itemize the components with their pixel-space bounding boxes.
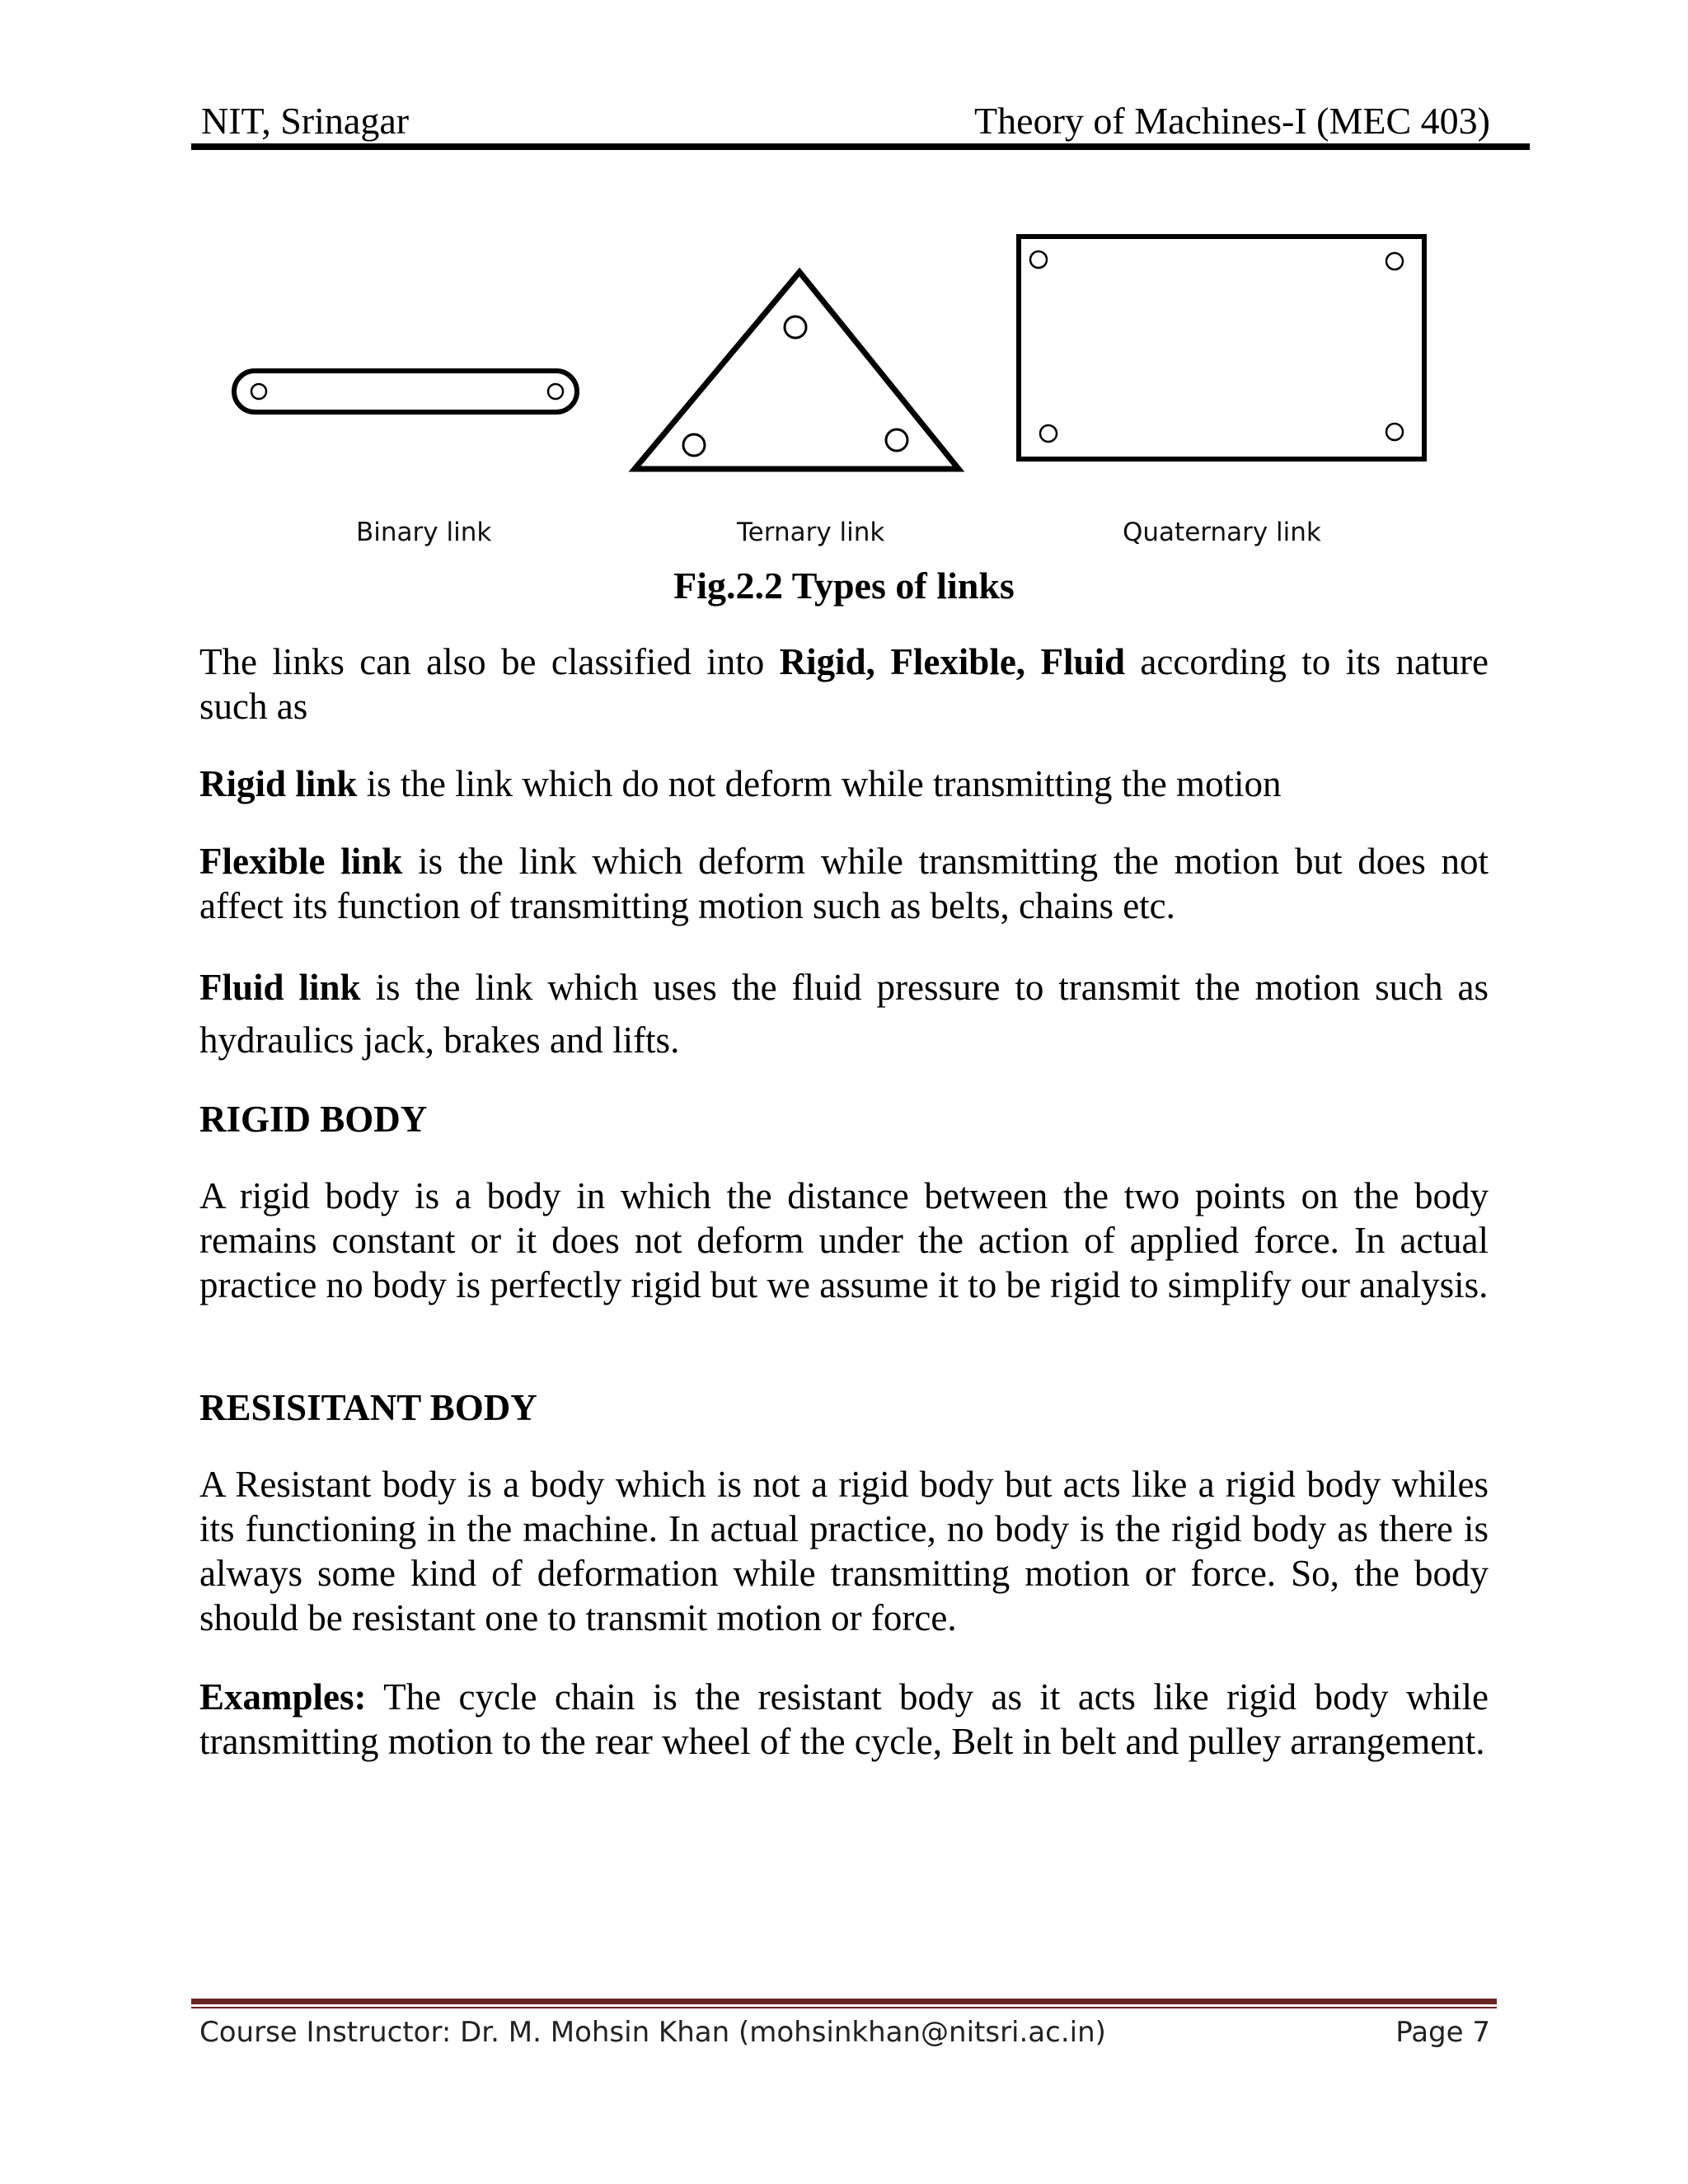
bold-term: Rigid link	[199, 763, 358, 804]
footer-instructor: Course Instructor: Dr. M. Mohsin Khan (mohsinkhan@nitsri.ac.in)	[199, 2016, 1106, 2049]
text-span: is the link which deform while transmitting the motion but does not affect its function of transmitting motion such as belts, chains etc.	[199, 841, 1489, 926]
footer-rule-thick	[191, 1999, 1497, 2004]
heading-resistant-body: RESISITANT BODY	[199, 1387, 537, 1428]
paragraph-examples	[199, 1675, 1489, 1764]
paragraph-fluid-link	[199, 961, 1489, 1066]
header-course-title: Theory of Machines-I (MEC 403)	[974, 100, 1490, 142]
footer-rule-thin	[191, 2007, 1497, 2008]
paragraph-link-classification	[199, 640, 1489, 729]
ternary-link-drawing	[635, 272, 959, 469]
binary-link-label: Binary link	[356, 518, 492, 547]
text-span: according to its nature such as	[199, 641, 1489, 727]
text-span: is the link which uses the fluid pressure to transmit the motion such as hydraulics jack, brakes and lifts.	[199, 967, 1489, 1061]
text-span: The cycle chain is the resistant body as it acts like rigid body while transmitting motion to the rear wheel of the cycle, Belt in belt and pulley arrangement.	[199, 1676, 1489, 1762]
text-span: The links can also be classified into	[199, 641, 780, 682]
paragraph-resistant-body: A Resistant body is a body which is not a rigid body but acts like a rigid body whiles its functioning in the machine. In actual practice, no body is the rigid body as there is always some kind of deformation while transmitting motion or force. So, the body should be resistant one to transmit motion or force.	[199, 1464, 1489, 1638]
footer-page-number: Page 7	[1395, 2016, 1490, 2049]
paragraph-rigid-body: A rigid body is a body in which the distance between the two points on the body remains constant or it does not deform under the action of applied force. In actual practice no body is perfectly rigid but we assume it to be rigid to simplify our analysis.	[199, 1175, 1489, 1305]
header-institution: NIT, Srinagar	[201, 100, 410, 142]
binary-link-drawing	[234, 371, 577, 412]
links-figure	[191, 223, 1510, 585]
heading-rigid-body: RIGID BODY	[199, 1099, 428, 1140]
bold-term: Flexible link	[199, 841, 403, 882]
text-span: is the link which do not deform while transmitting the motion	[357, 763, 1282, 804]
bold-term: Examples:	[199, 1676, 367, 1718]
figure-caption: Fig.2.2 Types of links	[673, 565, 1015, 607]
paragraph-rigid-link	[199, 762, 1489, 806]
header-rule	[191, 143, 1530, 150]
bold-term: Fluid link	[199, 967, 361, 1008]
ternary-link-label: Ternary link	[737, 518, 885, 547]
paragraph-flexible-link	[199, 839, 1489, 928]
quaternary-link-drawing	[1019, 237, 1424, 459]
quaternary-link-label: Quaternary link	[1123, 518, 1321, 547]
bold-term: Rigid, Flexible, Fluid	[779, 641, 1126, 682]
